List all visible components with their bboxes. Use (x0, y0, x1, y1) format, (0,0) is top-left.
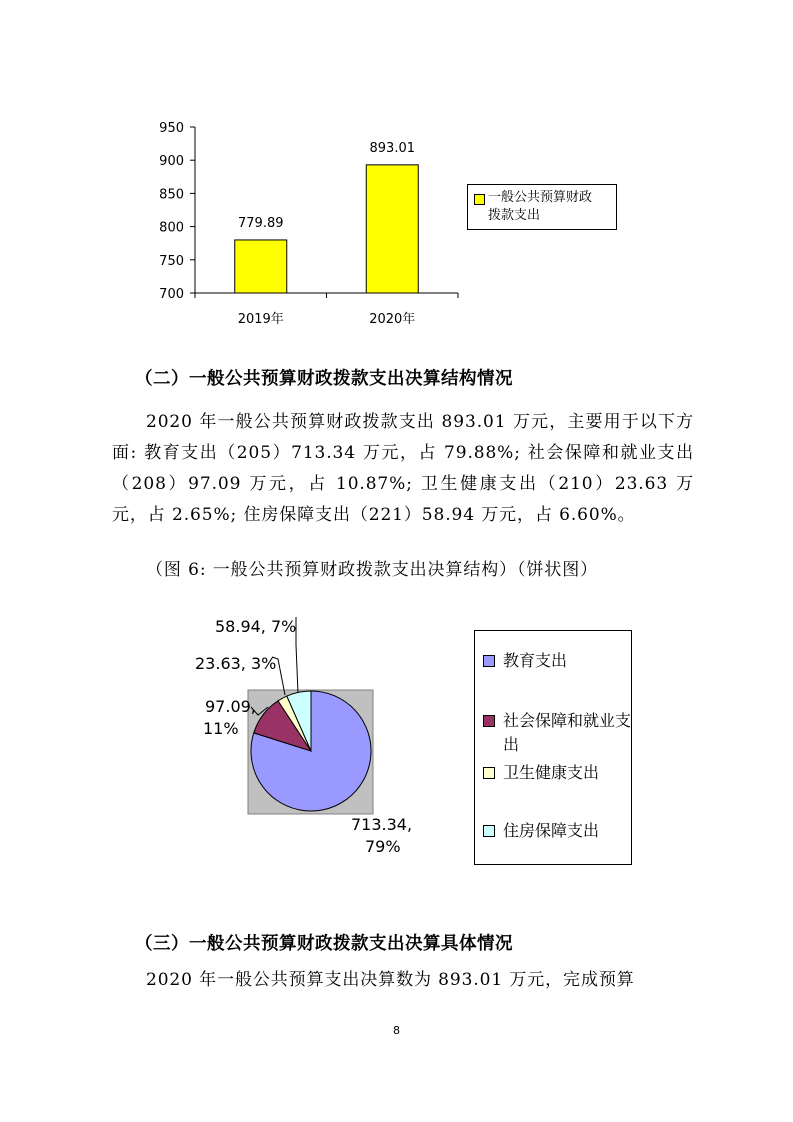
legend-item-label: 教育支出 (503, 651, 568, 670)
legend-label-line2: 拨款支出 (488, 208, 541, 223)
y-tick-label: 900 (159, 154, 184, 170)
legend-swatch (483, 825, 495, 837)
figure-caption: （图 6: 一般公共预算财政拨款支出决算结构）（饼状图） (146, 560, 599, 580)
x-tick-label: 2020年 (369, 312, 416, 327)
pie-data-label (351, 815, 412, 856)
section2-paragraph (112, 407, 694, 531)
section3-paragraph-text: 2020 年一般公共预算支出决算数为 893.01 万元，完成预算 (146, 970, 635, 990)
bar-chart (140, 112, 470, 337)
y-tick-label: 950 (159, 121, 184, 136)
page-number: 8 (393, 1024, 400, 1037)
legend-item-label: 卫生健康支出 (503, 763, 600, 782)
legend-swatch-yellow (474, 194, 485, 205)
y-tick-label: 750 (159, 253, 184, 269)
pie-data-label-line: 23.63, 3% (195, 654, 277, 673)
x-tick-label: 2019年 (237, 312, 284, 327)
y-tick-label: 800 (159, 220, 184, 236)
y-tick-label: 850 (159, 187, 184, 203)
legend-swatch (483, 655, 495, 667)
pie-data-label-line: 11% (203, 719, 239, 738)
pie-data-label-line: 79% (365, 837, 401, 856)
legend-swatch (483, 715, 495, 727)
pie-chart-legend (474, 630, 632, 865)
pie-data-label (195, 654, 276, 673)
section3-paragraph (112, 965, 694, 996)
pie-data-label-line: 58.94, 7% (215, 617, 297, 636)
pie-data-label (215, 617, 296, 636)
bar-chart-legend (467, 184, 617, 230)
bar-data-label: 893.01 (369, 140, 415, 156)
legend-item-label: 住房保障支出 (503, 821, 600, 840)
y-tick-label: 700 (159, 287, 184, 302)
pie-chart (175, 605, 465, 865)
legend-label (488, 189, 613, 225)
bar-data-label: 779.89 (238, 215, 284, 231)
pie-data-label-line: 97.09, (205, 697, 256, 716)
bar (235, 240, 287, 293)
legend-item-label: 社会保障和就业支出 (503, 711, 632, 754)
bar (366, 165, 418, 293)
section3-heading: （三）一般公共预算财政拨款支出决算具体情况 (135, 934, 513, 954)
legend-swatch (483, 767, 495, 779)
section2-paragraph-text: 2020 年一般公共预算财政拨款支出 893.01 万元，主要用于以下方面: 教育支出（205）713.34 万元，占 79.88%; 社会保障和就业支出（208）97.09 万元，占 10.87%; 卫生健康支出（210）23.63 万元，占 2.65%; 住房保障支出（221）58.94 万元，占 6.60%。 (112, 412, 694, 525)
pie-data-label-line: 713.34, (351, 815, 413, 834)
legend-label-line1: 一般公共预算财政 (488, 190, 593, 205)
section2-heading: （二）一般公共预算财政拨款支出决算结构情况 (135, 369, 513, 389)
